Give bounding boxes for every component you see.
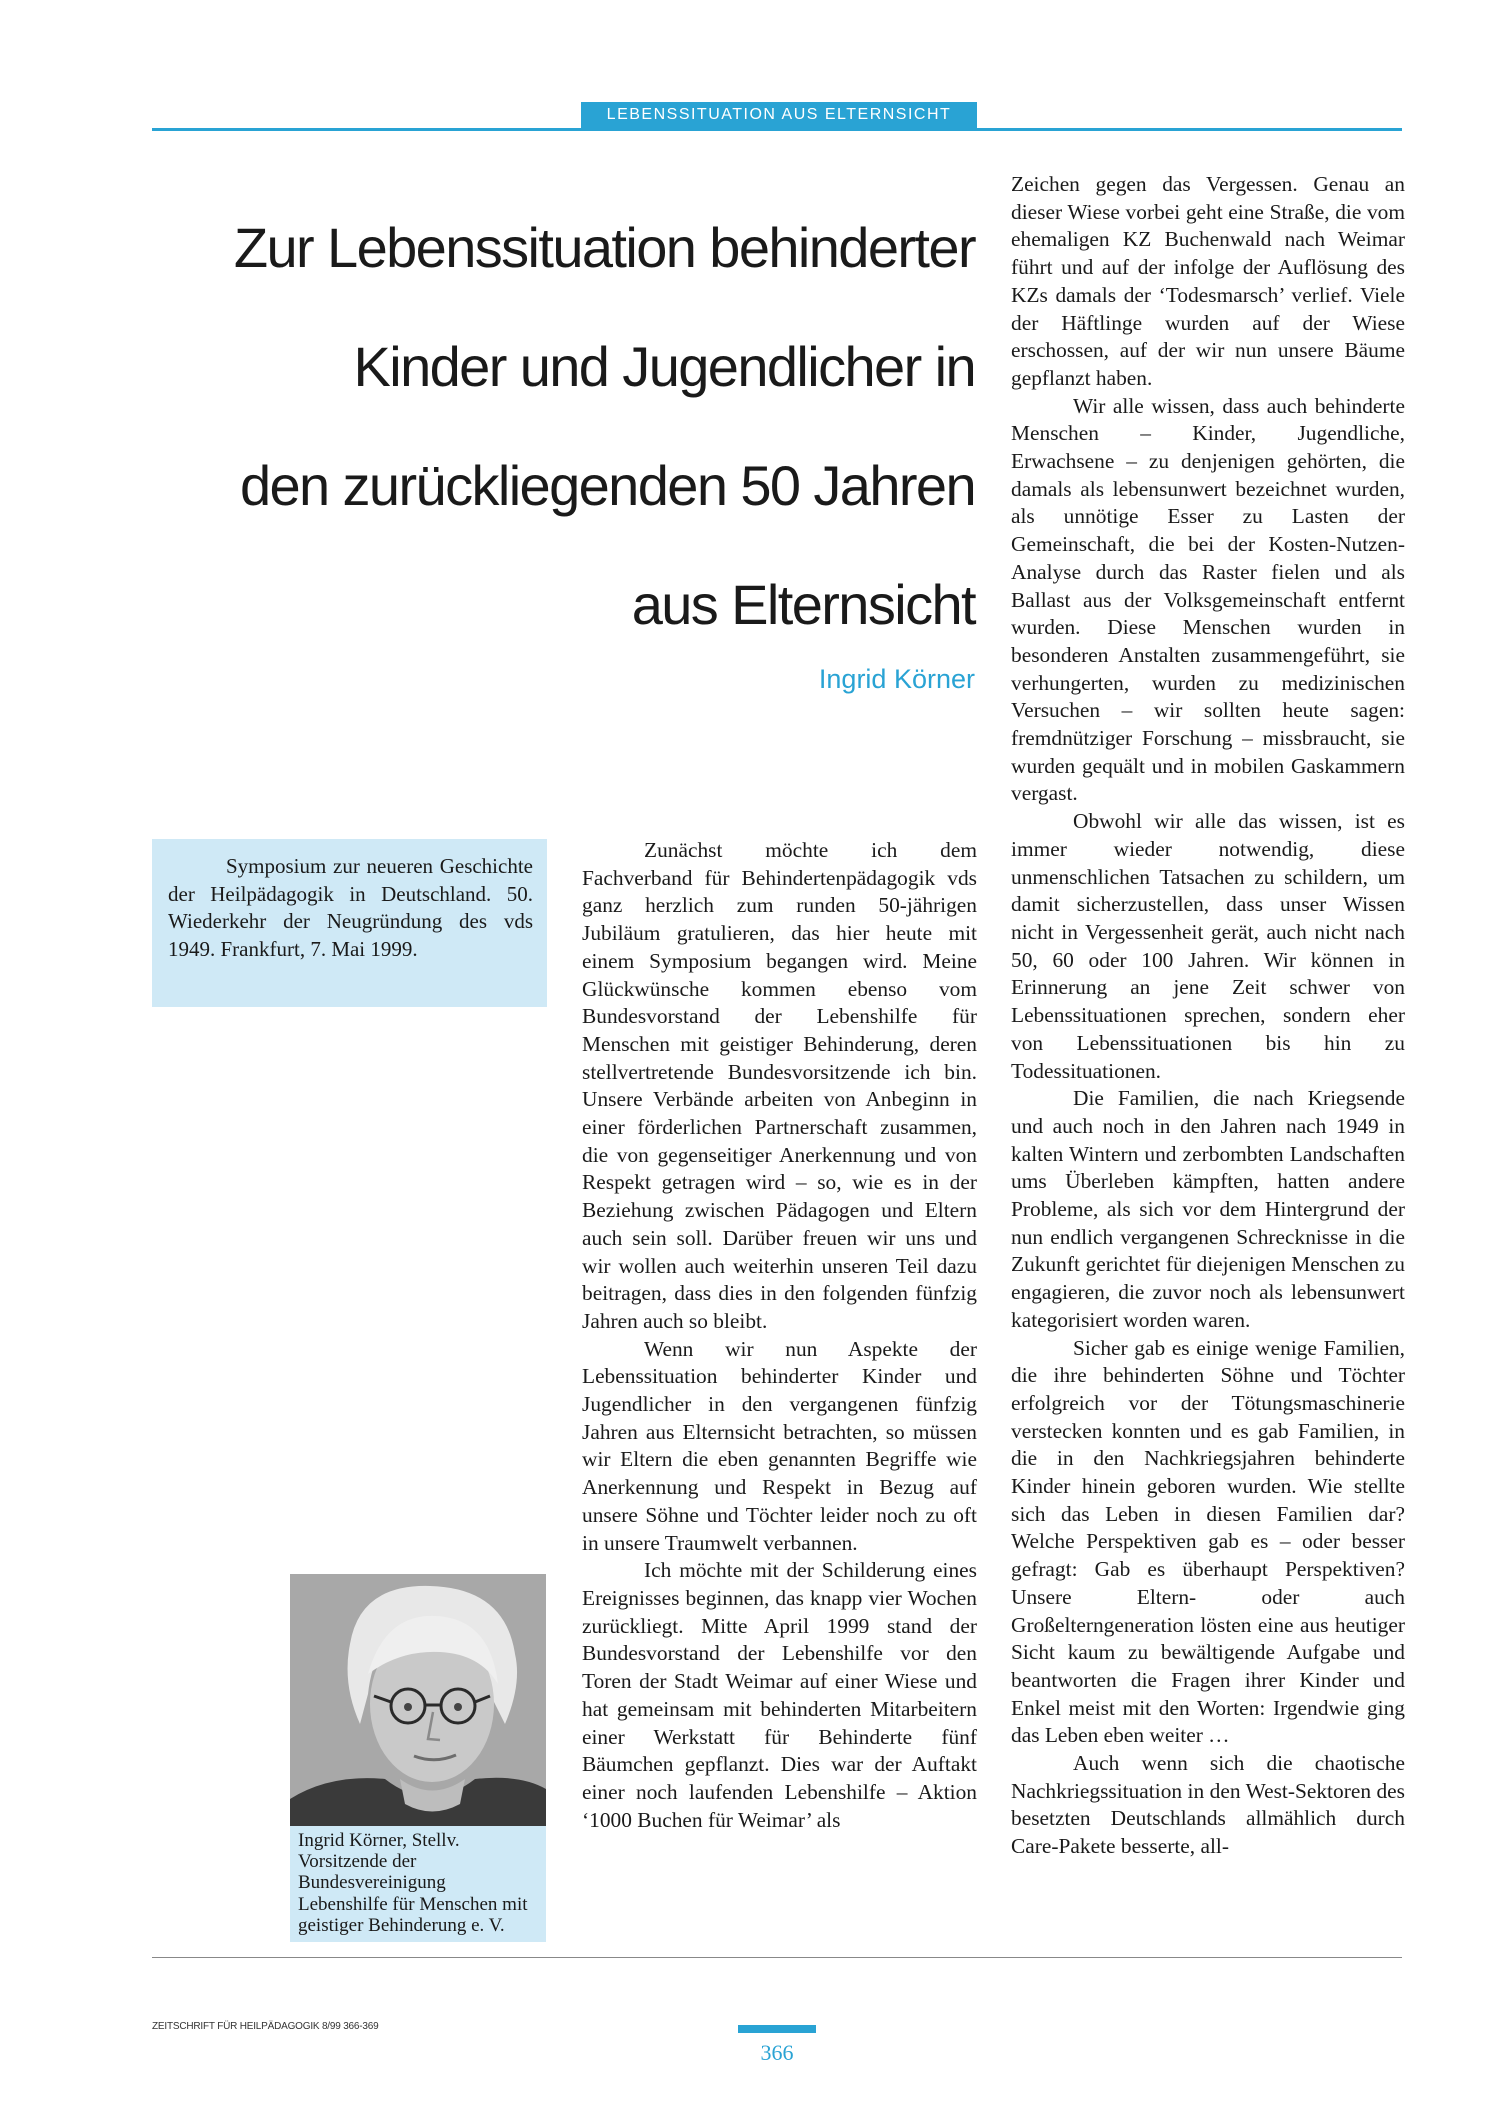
article-title: [150, 188, 975, 664]
paragraph: Zunächst möchte ich dem Fachverband für Behindertenpädagogik vds ganz herzlich zum runden 50-jährigen Jubiläum gratulieren, das hier heute mit einem Symposium begangen wird. Meine Glückwünsche kommen ebenso vom Bundesvorstand der Lebenshilfe für Menschen mit geistiger Behinderung, deren stellvertretende Bundesvorsitzende ich bin. Unsere Verbände arbeiten von Anbeginn in einer förderlichen Partnerschaft zusammen, die von gegenseitiger Anerkennung und von Respekt getragen wird – so, wie es in der Beziehung zwischen Pädagogen und Eltern auch sein soll. Darüber freuen wir uns und wir wollen auch weiterhin unseren Teil dazu beitragen, dass dies in den folgenden fünfzig Jahren auch so bleibt.: [582, 838, 977, 1333]
symposium-text: Symposium zur neueren Geschichte der Heilpädagogik in Deutschland. 50. Wiederkehr der Neugründung des vds 1949. Frankfurt, 7. Mai 1999.: [168, 854, 533, 962]
section-tag: LEBENSSITUATION AUS ELTERNSICHT: [581, 102, 977, 128]
paragraph: Ich möchte mit der Schilderung eines Ereignisses beginnen, das knapp vier Wochen zurückliegt. Mitte April 1999 stand der Bundesvorstand der Lebenshilfe vor den Toren der Stadt Weimar auf einer Wiese und hat gemeinsam mit behinderten Mitarbeitern einer Werkstatt für Behinderte fünf Bäumchen gepflanzt. Dies war der Auftakt einer noch laufenden Lebenshilfe – Aktion ‘1000 Buchen für Weimar’ als: [582, 1558, 977, 1832]
photo-caption: Ingrid Körner, Stellv. Vorsitzende der Bundesvereinigung Lebenshilfe für Menschen mit geistiger Behinderung e. V.: [298, 1830, 528, 1936]
page-number-marker: [738, 2025, 816, 2033]
portrait-illustration: [290, 1574, 546, 1826]
paragraph: Wir alle wissen, dass auch behinderte Menschen – Kinder, Jugendliche, Erwachsene – zu denjenigen gehörten, die damals als lebensunwert bezeichnet wurden, als unnötige Esser zu Lasten der Gemeinschaft, die bei der Kosten-Nutzen-Analyse durch das Raster fielen und als Ballast aus der Volksgemeinschaft entfernt wurden. Diese Menschen wurden in besonderen Anstalten zusammengeführt, sie verhungerten, wurden zu medizinischen Versuchen – wir sollten heute sagen: fremdnütziger Forschung – missbraucht, sie wurden gequält und in mobilen Gaskammern vergast.: [1011, 393, 1405, 806]
article-column-3: [1011, 171, 1405, 1861]
symposium-info-box: [152, 839, 547, 1007]
journal-citation: ZEITSCHRIFT FÜR HEILPÄDAGOGIK 8/99 366-369: [152, 2021, 379, 2032]
article-column-2: [582, 837, 977, 1834]
title-line: Zur Lebenssituation behinderter: [233, 216, 975, 279]
paragraph: Die Familien, die nach Kriegsende und auch noch in den Jahren nach 1949 in kalten Wintern und zerbombten Landschaften ums Überleben kämpften, hatten andere Probleme, als sich vor dem Hintergrund der nun endlich vergangenen Schrecknisse in die Zukunft gerichtet für diejenigen Menschen zu engagieren, die zuvor noch als lebensunwert kategorisiert worden waren.: [1011, 1086, 1405, 1332]
paragraph: Zeichen gegen das Vergessen. Genau an dieser Wiese vorbei geht eine Straße, die vom ehemaligen KZ Buchenwald nach Weimar führt und auf der infolge der Auflösung des KZs damals der ‘Todesmarsch’ verlief. Viele der Häftlinge wurden auf der Wiese erschossen, auf der wir nun unsere Bäume gepflanzt haben.: [1011, 172, 1405, 390]
title-line: Kinder und Jugendlicher in: [353, 335, 975, 398]
paragraph: Wenn wir nun Aspekte der Lebenssituation behinderter Kinder und Jugendlicher in den vergangenen fünfzig Jahren aus Elternsicht betrachten, so müssen wir Eltern die eben genannten Begriffe wie Anerkennung und Respekt in Bezug auf unsere Söhne und Töchter leider noch zu oft in unsere Traumwelt verbannen.: [582, 1336, 977, 1555]
title-line: aus Elternsicht: [631, 573, 975, 636]
paragraph: Sicher gab es einige wenige Familien, die ihre behinderten Söhne und Töchter erfolgreich vor der Tötungsmaschinerie verstecken konnten und es gab Familien, in die in den Nachkriegsjahren behinderte Kinder hinein geboren wurden. Wie stellte sich das Leben in diesen Familien dar? Welche Perspektiven gab es – oder besser gefragt: Gab es überhaupt Perspektiven? Unsere Eltern- oder auch Großelterngeneration lösten eine aus heutiger Sicht kaum zu bewältigende Aufgabe und beantworten die Fragen ihrer Kinder und Enkel meist mit den Worten: Irgendwie ging das Leben eben weiter …: [1011, 1335, 1405, 1748]
paragraph: Auch wenn sich die chaotische Nachkriegssituation in den West-Sektoren des besetzten Deutschlands allmählich durch Care-Pakete besserte, all-: [1011, 1751, 1405, 1859]
page-number: 366: [760, 2040, 794, 2065]
photo-caption-box: [290, 1826, 546, 1942]
author-portrait: [290, 1574, 546, 1826]
header-rule: [152, 128, 1402, 131]
footer-rule: [152, 1957, 1402, 1958]
paragraph: Obwohl wir alle das wissen, ist es immer wieder notwendig, diese unmenschlichen Tatsachen zu schildern, um damit sicherzustellen, dass unser Wissen nicht in Vergessenheit gerät, auch nicht nach 50, 60 oder 100 Jahren. Wir können in Erinnerung an jene Zeit schwer von Lebenssituationen sprechen, sondern eher von Lebenssituationen bis hin zu Todessituationen.: [1011, 809, 1405, 1083]
author-name: Ingrid Körner: [818, 664, 975, 694]
title-line: den zurückliegenden 50 Jahren: [239, 454, 975, 517]
